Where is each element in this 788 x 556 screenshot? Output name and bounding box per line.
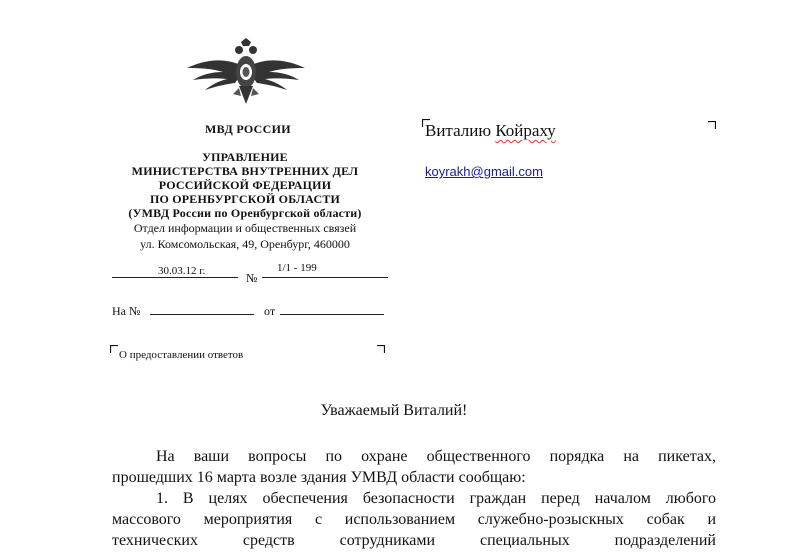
recipient-first-name: Виталию	[425, 121, 492, 140]
recipient-email-link[interactable]: koyrakh@gmail.com	[425, 164, 543, 179]
dept-line: РОССИЙСКОЙ ФЕДЕРАЦИИ	[158, 178, 332, 192]
registration-number-sign: №	[246, 271, 258, 285]
reference-number-label: На №	[112, 304, 141, 318]
number-underline	[262, 277, 388, 278]
dept-line: МИНИСТЕРСТВА ВНУТРЕННИХ ДЕЛ	[131, 164, 359, 178]
corner-bracket-icon	[377, 345, 385, 353]
greeting: Уважаемый Виталий!	[320, 402, 468, 419]
corner-bracket-icon	[110, 345, 118, 353]
mvd-emblem-icon	[183, 38, 309, 108]
registration-number: 1/1 - 199	[277, 262, 317, 274]
paragraph-line: На ваши вопросы по охране общественного порядка на пикетах,	[156, 448, 716, 465]
date-underline	[112, 277, 238, 278]
registration-date: 30.03.12 г.	[158, 265, 206, 277]
recipient-surname: Койраху	[495, 121, 556, 140]
dept-line: (УМВД России по Оренбургской области)	[128, 206, 362, 220]
dept-line: УПРАВЛЕНИЕ	[202, 150, 288, 164]
paragraph-line: технических средств сотрудниками специальных подразделений	[112, 532, 716, 549]
org-short-name: МВД РОССИИ	[205, 122, 291, 136]
unit-name: Отдел информации и общественных связей	[133, 221, 357, 235]
dept-line: ПО ОРЕНБУРГСКОЙ ОБЛАСТИ	[149, 192, 341, 206]
paragraph-line: 1. В целях обеспечения безопасности граждан перед началом любого	[156, 490, 716, 507]
reference-from-label: от	[264, 304, 276, 318]
letter-body	[112, 446, 716, 551]
reference-from-underline	[280, 314, 384, 315]
department-header	[100, 150, 390, 251]
recipient-name	[425, 121, 556, 141]
corner-bracket-icon	[708, 121, 716, 129]
address: ул. Комсомольская, 49, Оренбург, 460000	[140, 237, 350, 251]
reference-number-underline	[150, 314, 254, 315]
paragraph-line: массового мероприятия с использованием служебно-розыскных собак и	[112, 511, 716, 528]
paragraph-line: прошедших 16 марта возле здания УМВД области сообщаю:	[112, 469, 526, 486]
letter-subject: О предоставлении ответов	[119, 349, 244, 361]
